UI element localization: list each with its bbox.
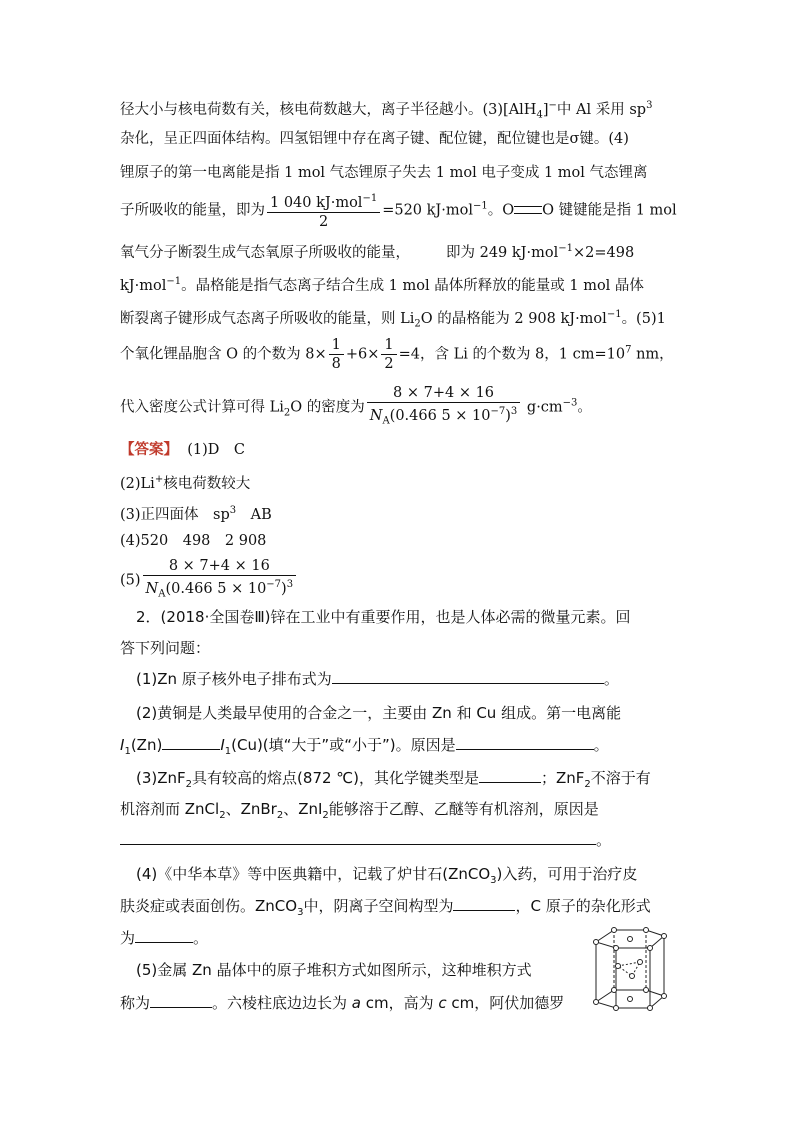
answer-blank-4b[interactable] <box>135 928 193 943</box>
explanation-line-6: kJ·mol$^{-1}$。晶格能是指气态离子结合生成 1 mol 晶体所释放的能量或 1 mol 晶体 <box>120 276 644 294</box>
double-bond-icon <box>514 206 542 214</box>
fraction-density: $\frac{8 \times 7+4 \times 16}{N_A(0.466 5 \times 10^{-7})^3}$ <box>367 384 521 431</box>
fraction-ionization-energy: $\frac{1 040 kJ\cdot mol^{-1}}{2}$ <box>267 190 380 231</box>
answer-blank-4a[interactable] <box>453 896 515 911</box>
answer-line-3: (3)正四面体 $sp^3$ AB <box>120 505 272 523</box>
explanation-line-7: 断裂离子键形成气态离子所吸收的能量，则 $Li_2O$ 的晶格能为 2 908 kJ·mol$^{-1}$。(5)1 <box>120 309 666 330</box>
answer-line-1: 【答案】 (1)D C <box>120 442 245 458</box>
fraction-answer-density: $\frac{8 \times 7+4 \times 16}{N_A(0.466 5 \times 10^{-7})^3}$ <box>143 557 297 604</box>
explanation-line-3: 锂原子的第一电离能是指 1 mol 气态锂原子失去 1 mol 电子变成 1 mol 气态锂离 <box>120 165 648 181</box>
hcp-crystal-figure <box>584 922 684 1024</box>
answer-blank-5[interactable] <box>150 993 212 1008</box>
question-2-part-5: (5)金属 Zn 晶体中的原子堆积方式如图所示，这种堆积方式 <box>136 961 532 979</box>
question-2-line-1: 2．(2018·全国卷Ⅲ)锌在工业中有重要作用，也是人体必需的微量元素。回 <box>136 608 631 626</box>
answer-line-4: (4)520 498 2 908 <box>120 533 267 549</box>
explanation-line-9: 代入密度公式计算可得 $Li_2O$ 的密度为 $\frac{8 \times 7+4 \times 16}{N_A(0.466 5 \times 10^{-7})^3}$ $g\cdot cm^{-3}$。 <box>120 384 592 431</box>
answer-blank-1[interactable] <box>332 669 604 684</box>
answer-blank-3a[interactable] <box>479 768 541 783</box>
question-2-part-2: (2)黄铜是人类最早使用的合金之一，主要由 Zn 和 Cu 组成。第一电离能 <box>136 704 622 722</box>
question-2-part-5-line-2: 称为 。六棱柱底边边长为 a cm，高为 c cm，阿伏加德罗 <box>120 994 565 1012</box>
explanation-line-1: 径大小与核电荷数有关，核电荷数越大，离子半径越小。(3)[AlH$_4$]−中 Al 采用 $sp^3$ <box>120 100 653 121</box>
answer-line-2: (2)Li+核电荷数较大 <box>120 474 251 492</box>
fraction-one-half: $\frac{1}{2}$ <box>381 336 396 373</box>
question-2-part-3-line-3: 。 <box>120 830 611 850</box>
answer-label: 【答案】 <box>120 442 178 458</box>
explanation-line-4: 子所吸收的能量，即为 $\frac{1 040 kJ\cdot mol^{-1}}{2}$ =520 kJ·mol$^{-1}$。O O 键键能是指 1 mol <box>120 190 677 231</box>
answer-blank-2a[interactable] <box>162 735 220 750</box>
explanation-line-2: 杂化，呈正四面体结构。四氢铝锂中存在离子键、配位键，配位键也是σ键。(4) <box>120 131 629 147</box>
question-2-part-3: (3)ZnF$_2$具有较高的熔点(872 ℃)，其化学键类型是 ；ZnF$_2$不溶于有 <box>136 769 651 790</box>
question-2-part-4: (4)《中华本草》等中医典籍中，记载了炉甘石(ZnCO$_3$)入药，可用于治疗皮 <box>136 865 638 886</box>
answer-blank-3b[interactable] <box>120 830 596 845</box>
fraction-one-eighth: $\frac{1}{8}$ <box>329 336 344 373</box>
answer-blank-2b[interactable] <box>456 735 594 750</box>
explanation-line-8: 个氧化锂晶胞含 O 的个数为 8× $\frac{1}{8}$ +6× $\frac{1}{2}$ =4，含 Li 的个数为 8，1 $cm=10^7$ nm， <box>120 337 674 372</box>
explanation-line-5: 氧气分子断裂生成气态氧原子所吸收的能量， 即为 249 kJ·mol$^{-1}$×2=498 <box>120 243 635 261</box>
question-2-part-3-line-2: 机溶剂而 ZnCl$_2$、ZnBr$_2$、ZnI$_2$能够溶于乙醇、乙醚等有机溶剂，原因是 <box>120 800 599 821</box>
question-2-part-1: (1)Zn 原子核外电子排布式为 。 <box>136 670 619 688</box>
question-2-part-4-line-3: 为 。 <box>120 929 209 947</box>
answer-line-5: (5) $\frac{8 \times 7+4 \times 16}{N_A(0.466 5 \times 10^{-7})^3}$ <box>120 557 298 604</box>
question-2-line-2: 答下列问题： <box>120 639 211 657</box>
question-2-part-4-line-2: 肤炎症或表面创伤。ZnCO$_3$中，阴离子空间构型为 ，C 原子的杂化形式 <box>120 897 651 918</box>
question-2-part-2-line-2: $I_1(Zn)$ $I_1(Cu)$(填“大于”或“小于”)。原因是 。 <box>120 736 609 757</box>
